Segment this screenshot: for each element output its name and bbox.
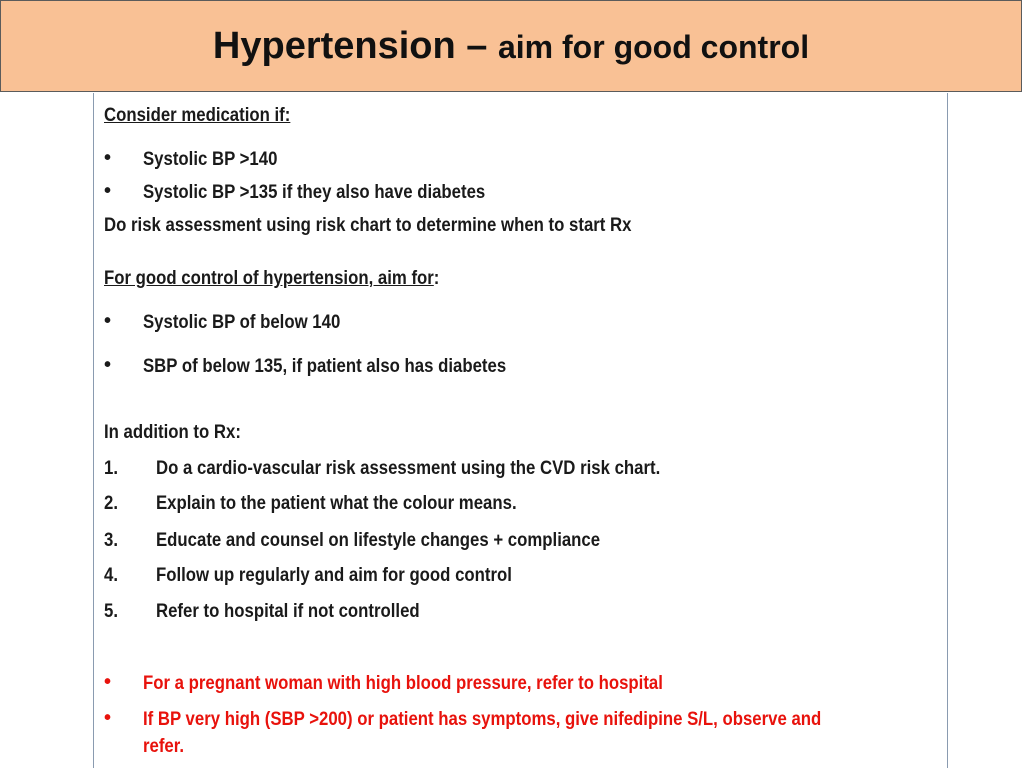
section2-bullet-2: SBP of below 135, if patient also has diabetes xyxy=(143,355,507,377)
section1-heading: Consider medication if: xyxy=(104,104,291,126)
list-number-3: 3. xyxy=(104,529,118,551)
list-item-1: Do a cardio-vascular risk assessment using the CVD risk chart. xyxy=(156,457,661,479)
list-item-2: Explain to the patient what the colour means. xyxy=(156,492,517,514)
bullet-icon: • xyxy=(104,354,112,376)
section1-note: Do risk assessment using risk chart to determine when to start Rx xyxy=(104,214,632,236)
slide-title xyxy=(213,25,809,68)
title-main: Hypertension – xyxy=(212,24,498,67)
warning-pregnancy: For a pregnant woman with high blood pressure, refer to hospital xyxy=(143,672,663,694)
warning-bullet-icon: • xyxy=(104,671,112,693)
bullet-icon: • xyxy=(104,147,112,169)
bullet-icon: • xyxy=(104,310,112,332)
list-item-3: Educate and counsel on lifestyle changes + compliance xyxy=(156,529,601,551)
list-item-4: Follow up regularly and aim for good control xyxy=(156,564,512,586)
list-number-4: 4. xyxy=(104,564,118,586)
title-sub: aim for good control xyxy=(497,28,810,65)
bullet-icon: • xyxy=(104,180,112,202)
list-number-1: 1. xyxy=(104,457,118,479)
list-number-2: 2. xyxy=(104,492,118,514)
title-banner xyxy=(0,0,1022,92)
section2-bullet-1: Systolic BP of below 140 xyxy=(143,311,341,333)
section2-heading-suffix: : xyxy=(433,267,440,289)
section2-heading-line xyxy=(104,266,439,290)
warning-bullet-icon: • xyxy=(104,707,112,729)
section1-bullet-1: Systolic BP >140 xyxy=(143,148,278,170)
warning-high-bp-continued: refer. xyxy=(143,735,185,757)
section2-heading: For good control of hypertension, aim for xyxy=(104,267,434,289)
section3-heading: In addition to Rx: xyxy=(104,421,241,443)
warning-high-bp: If BP very high (SBP >200) or patient has symptoms, give nifedipine S/L, observe and xyxy=(143,708,822,730)
section1-bullet-2: Systolic BP >135 if they also have diabetes xyxy=(143,181,486,203)
list-item-5: Refer to hospital if not controlled xyxy=(156,600,420,622)
list-number-5: 5. xyxy=(104,600,118,622)
